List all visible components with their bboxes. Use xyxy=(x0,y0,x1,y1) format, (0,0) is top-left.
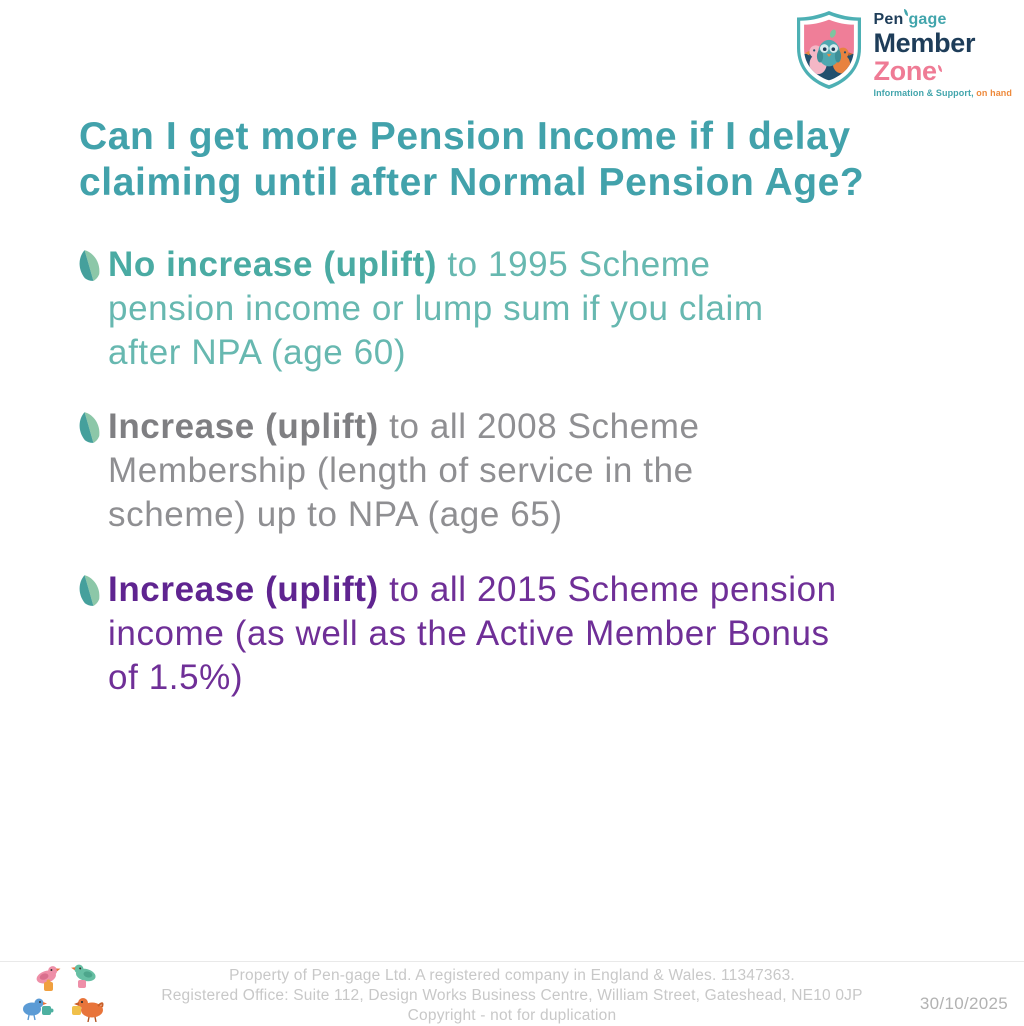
footer-line-1: Property of Pen-gage Ltd. A registered company in England & Wales. 11347363. xyxy=(229,967,795,984)
brand-gage: gage xyxy=(908,11,947,28)
member-zone-logo xyxy=(792,8,1012,98)
logo-wordmark xyxy=(873,8,1012,98)
bullet-2015-scheme xyxy=(78,568,838,700)
brand-pen: Pen xyxy=(873,11,904,28)
page-title: Can I get more Pension Income if I delay claiming until after Normal Pension Age? xyxy=(79,115,865,205)
bullet-lead: Increase (uplift) xyxy=(108,407,379,447)
shield-birds-icon xyxy=(792,8,866,92)
brand-member: Member xyxy=(873,28,976,58)
brand-zone: Zone xyxy=(873,58,1012,85)
logo-tagline: Information & Support, on hand xyxy=(873,88,1012,98)
bullet-lead: No increase (uplift) xyxy=(108,245,437,284)
leaf-bullet-icon xyxy=(74,248,104,283)
birds-puzzle-illustration xyxy=(14,964,120,1022)
brand-pengage xyxy=(873,12,1012,28)
bullet-1995-scheme xyxy=(78,243,838,375)
bullet-text: to all 2008 Scheme Membership (length of service in the scheme) up to NPA (age 65) xyxy=(108,407,700,535)
leaf-tick-icon xyxy=(938,65,942,72)
footer-legal xyxy=(140,966,884,1026)
leaf-bullet-icon xyxy=(74,410,104,445)
bullet-list xyxy=(78,243,838,730)
footer-line-2: Registered Office: Suite 112, Design Works Business Centre, William Street, Gateshead, NE10 0JP xyxy=(161,987,863,1004)
bullet-lead: Increase (uplift) xyxy=(108,569,379,609)
bullet-text: to all 2015 Scheme pension income (as well as the Active Member Bonus of 1.5%) xyxy=(108,569,837,697)
bullet-text: to 1995 Scheme pension income or lump sum if you claim after NPA (age 60) xyxy=(108,245,764,373)
footer-line-3: Copyright - not for duplication xyxy=(407,1007,617,1024)
bullet-2008-scheme xyxy=(78,405,838,537)
leaf-bullet-icon xyxy=(74,573,104,608)
slide-date: 30/10/2025 xyxy=(919,994,1008,1013)
footer-divider xyxy=(0,961,1024,962)
